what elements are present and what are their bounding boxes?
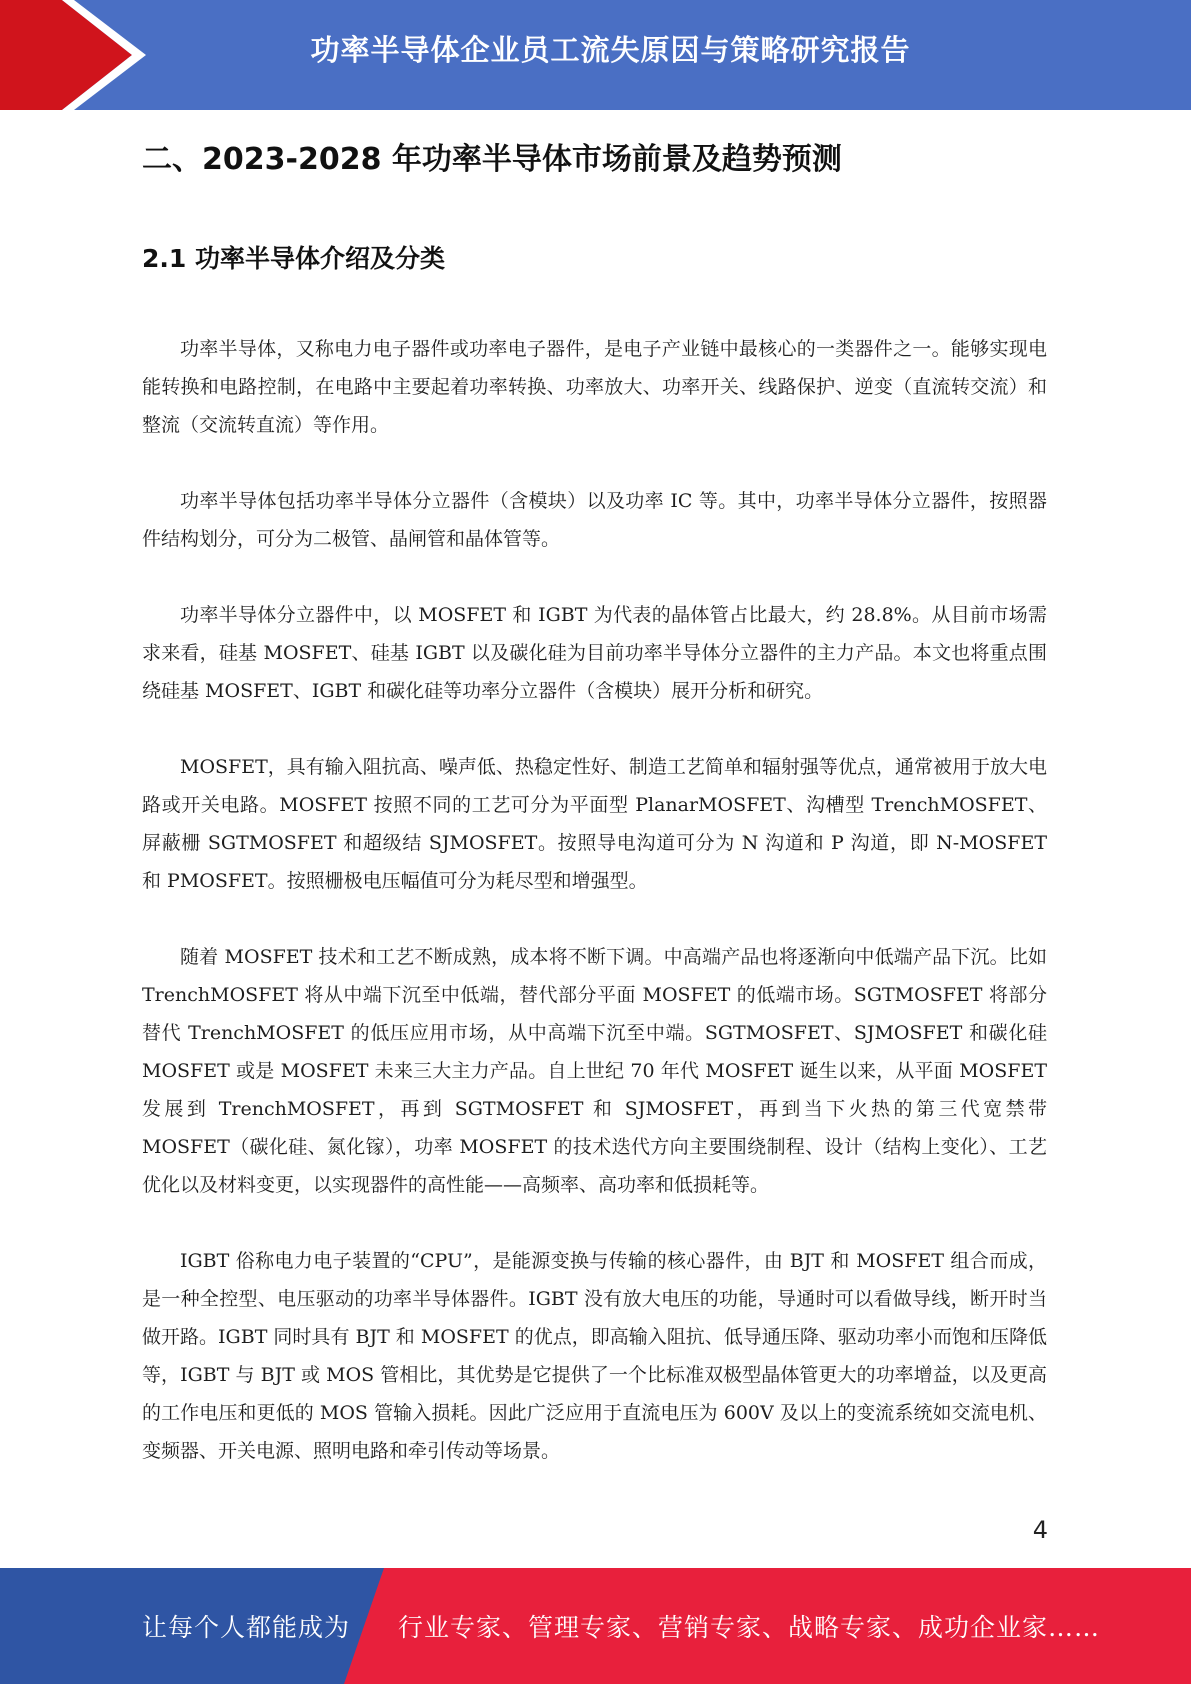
page-number: 4 [1032,1516,1048,1544]
paragraph: 功率半导体包括功率半导体分立器件（含模块）以及功率 IC 等。其中，功率半导体分立器件，按照器件结构划分，可分为二极管、晶闸管和晶体管等。 [142,490,1047,550]
page-footer [0,1568,1191,1684]
paragraph: 随着 MOSFET 技术和工艺不断成熟，成本将不断下调。中高端产品也将逐渐向中低端产品下沉。比如 TrenchMOSFET 将从中端下沉至中低端，替代部分平面 MOSFET 的低端市场。SGTMOSFET 将部分替代 TrenchMOSFET 的低压应用市场，从中高端下沉至中端。SGTMOSFET、SJMOSFET 和碳化硅 MOSFET 或是 MOSFET 未来三大主力产品。自上世纪 70 年代 MOSFET 诞生以来，从平面 MOSFET 发展到 TrenchMOSFET，再到 SGTMOSFET 和 SJMOSFET，再到当下火热的第三代宽禁带 MOSFET（碳化硅、氮化镓），功率 MOSFET 的技术迭代方向主要围绕制程、设计（结构上变化）、工艺优化以及材料变更，以实现器件的高性能——高频率、高功率和低损耗等。 [142,946,1047,1196]
paragraph: MOSFET，具有输入阻抗高、噪声低、热稳定性好、制造工艺简单和辐射强等优点，通常被用于放大电路或开关电路。MOSFET 按照不同的工艺可分为平面型 PlanarMOSFET、沟槽型 TrenchMOSFET、屏蔽栅 SGTMOSFET 和超级结 SJMOSFET。按照导电沟道可分为 N 沟道和 P 沟道，即 N-MOSFET 和 PMOSFET。按照栅极电压幅值可分为耗尽型和增强型。 [142,756,1047,892]
report-title: 功率半导体企业员工流失原因与策略研究报告 [310,33,911,67]
footer-slogan-right: 行业专家、管理专家、营销专家、战略专家、成功企业家…… [398,1613,1101,1642]
subsection-heading: 2.1 功率半导体介绍及分类 [142,244,445,273]
body-text [142,330,1047,1470]
paragraph: IGBT 俗称电力电子装置的“CPU”，是能源变换与传输的核心器件，由 BJT 和 MOSFET 组合而成，是一种全控型、电压驱动的功率半导体器件。IGBT 没有放大电压的功能，导通时可以看做导线，断开时当做开路。IGBT 同时具有 BJT 和 MOSFET 的优点，即高输入阻抗、低导通压降、驱动功率小而饱和压降低等，IGBT 与 BJT 或 MOS 管相比，其优势是它提供了一个比标准双极型晶体管更大的功率增益，以及更高的工作电压和更低的 MOS 管输入损耗。因此广泛应用于直流电压为 600V 及以上的变流系统如交流电机、变频器、开关电源、照明电路和牵引传动等场景。 [142,1250,1047,1462]
paragraph: 功率半导体分立器件中，以 MOSFET 和 IGBT 为代表的晶体管占比最大，约 28.8%。从目前市场需求来看，硅基 MOSFET、硅基 IGBT 以及碳化硅为目前功率半导体分立器件的主力产品。本文也将重点围绕硅基 MOSFET、IGBT 和碳化硅等功率分立器件（含模块）展开分析和研究。 [142,604,1047,702]
page-header [0,0,1191,110]
section-heading: 二、2023-2028 年功率半导体市场前景及趋势预测 [142,142,842,177]
paragraph: 功率半导体，又称电力电子器件或功率电子器件，是电子产业链中最核心的一类器件之一。能够实现电能转换和电路控制，在电路中主要起着功率转换、功率放大、功率开关、线路保护、逆变（直流转交流）和整流（交流转直流）等作用。 [142,338,1047,436]
page-content [142,110,1047,1508]
footer-slogan-left: 让每个人都能成为 [142,1613,351,1642]
